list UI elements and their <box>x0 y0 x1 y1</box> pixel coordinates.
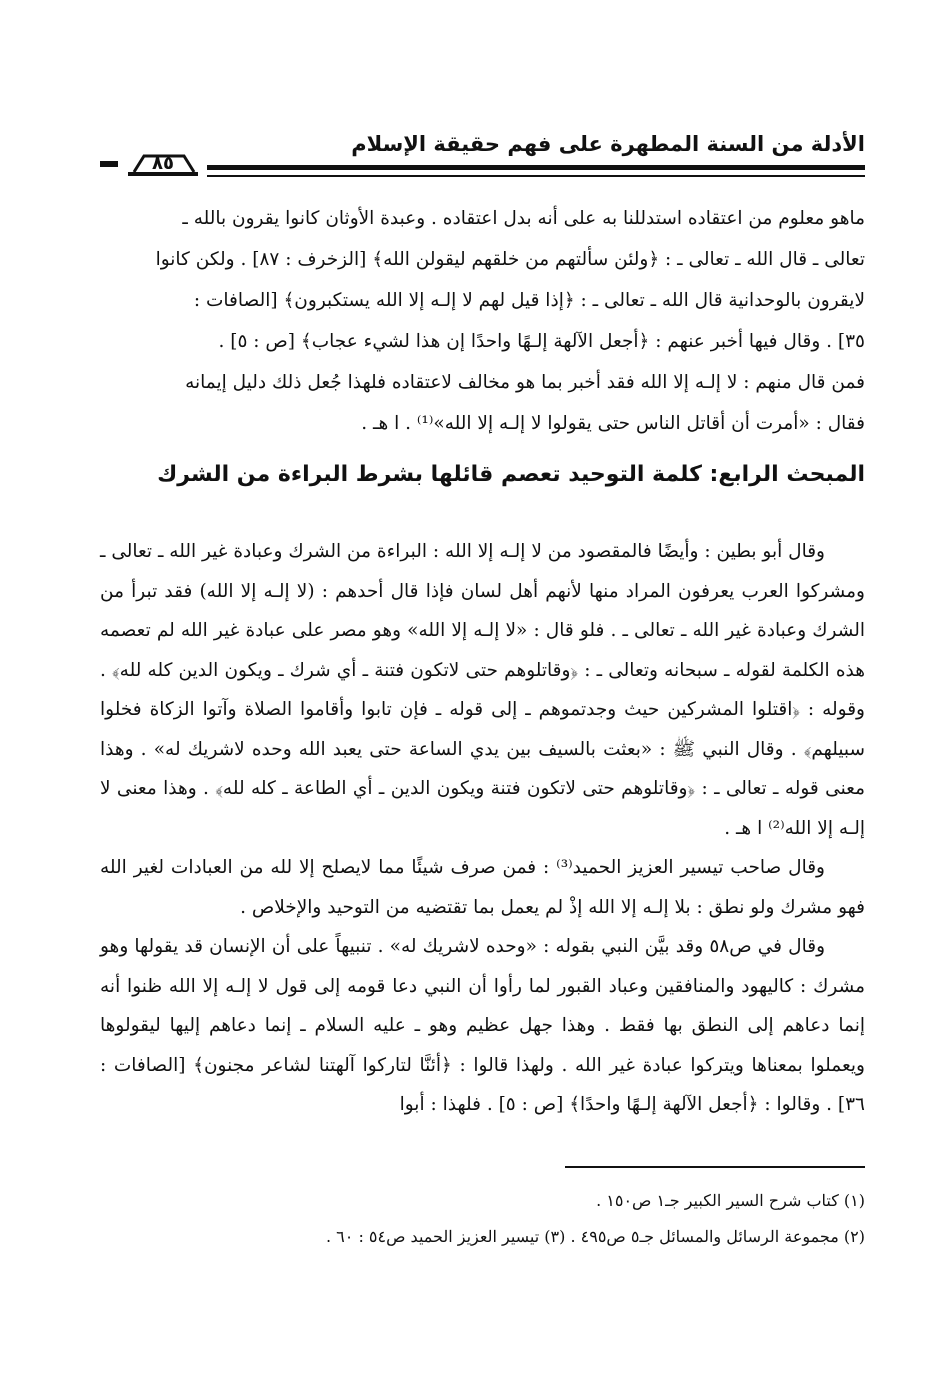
text-line: فقال : «أمرت أن أقاتل الناس حتى يقولوا لا إلـه إلا الله»⁽¹⁾ . ا هـ . <box>361 413 865 434</box>
page-header <box>100 132 865 184</box>
paragraph-page-58: وقال في ص٥٨ وقد بيَّن النبي بقوله : «وحده لاشريك له» . تنبيهاً على أن الإنسان قد يقولها وهو مشرك : كاليهود والمنافقين وعباد القبور لما رأوا أن النبي دعا قومه إلى قول لا إلـه إلا الله ظنوا أنه إنما دعاهم إلى النطق بها فقط . وهذا جهل عظيم وهو ـ عليه السلام ـ إنما دعاهم إليها ليقولوها ويعملوا بمعناها ويتركوا عبادة غير الله . ولهذا قالوا : ﴿أئنَّا لتاركوا آلهتنا لشاعر مجنون﴾ [الصافات : ٣٦] . وقالوا : ﴿أجعل الآلهة إلـهًا واحدًا﴾ [ص : ٥] . فلهذا : أبوا <box>100 936 865 1115</box>
text-line: فمن قال منهم : لا إلـه إلا الله فقد أخبر بما هو مخالف لاعتقاده فلهذا جُعل ذلك دليل إيمانه <box>185 372 865 393</box>
page-number-badge <box>124 150 202 180</box>
text-line: لايقرون بالوحدانية قال الله ـ تعالى ـ : ﴿إذا قيل لهم لا إلـه إلا الله يستكبرون﴾ [الصافات : <box>193 290 865 311</box>
intro-paragraph <box>100 198 865 444</box>
text-line: تعالى ـ قال الله ـ تعالى ـ : ﴿ولئن سألتهم من خلقهم ليقولن الله﴾ [الزخرف : ٨٧] . ولكن كانوا <box>155 249 865 270</box>
main-text <box>100 532 865 1125</box>
running-title: الأدلة من السنة المطهرة على فهم حقيقة الإسلام <box>351 132 865 156</box>
footnotes <box>100 1183 865 1255</box>
footnote-1: (١) كتاب شرح السير الكبير جـ١ ص١٥٠ . <box>596 1191 865 1210</box>
text-line: ماهو معلوم من اعتقاده استدللنا به على أنه بدل اعتقاده . وعبدة الأوثان كانوا يقرون بالله ـ <box>182 208 865 229</box>
header-dash <box>100 161 118 167</box>
paragraph-abu-butain: وقال أبو بطين : وأيضًا فالمقصود من لا إلـه إلا الله : البراءة من الشرك وعبادة غير الله ـ تعالى ـ ومشركوا العرب يعرفون المراد منها لأنهم أهل لسان فإذا قال أحدهم : (لا إلـه إلا الله) فقد تبرأ من الشرك وعبادة غير الله ـ تعالى ـ . فلو قال : «لا إلـه إلا الله» وهو مصر على عبادة غير الله لم تعصمه هذه الكلمة لقوله ـ سبحانه وتعالى ـ : ﴿وقاتلوهم حتى لاتكون فتنة ـ أي شرك ـ ويكون الدين كله لله﴾ . وقوله : ﴿اقتلوا المشركين حيث وجدتموهم ـ إلى قوله ـ فإن تابوا وأقاموا الصلاة وآتوا الزكاة فخلوا سبيلهم﴾ . وقال النبي ﷺ : «بعثت بالسيف بين يدي الساعة حتى يعبد الله وحده لاشريك له» . وهذا معنى قوله ـ تعالى ـ : ﴿وقاتلوهم حتى لاتكون فتنة ويكون الدين ـ أي الطاعة ـ كله لله﴾ . وهذا معنى لا إلـه إلا الله⁽²⁾ ا هـ . <box>100 541 865 839</box>
text-line: ٣٥] . وقال فيها أخبر عنهم : ﴿أجعل الآلهة إلـهًا واحدًا إن هذا لشيء عجاب﴾ [ص : ٥] . <box>218 331 865 352</box>
footnote-2-3: (٢) مجموعة الرسائل والمسائل جـ٥ ص٤٩٥ . (٣) تيسير العزيز الحميد ص٥٤ : ٦٠ . <box>326 1227 865 1246</box>
paragraph-tayseer: وقال صاحب تيسير العزيز الحميد⁽³⁾ : فمن صرف شيئًا مما لايصلح إلا لله من العبادات لغير الله فهو مشرك ولو نطق : بلا إلـه إلا الله إذْ لم يعمل بما تقتضيه من التوحيد والإخلاص . <box>100 857 865 918</box>
footnote-separator <box>565 1166 865 1168</box>
header-rule-thin <box>207 175 865 177</box>
header-rule-thick <box>207 165 865 170</box>
section-heading: المبحث الرابع: كلمة التوحيد تعصم قائلها بشرط البراءة من الشرك <box>157 462 865 487</box>
page-number: ٨٥ <box>152 153 174 174</box>
